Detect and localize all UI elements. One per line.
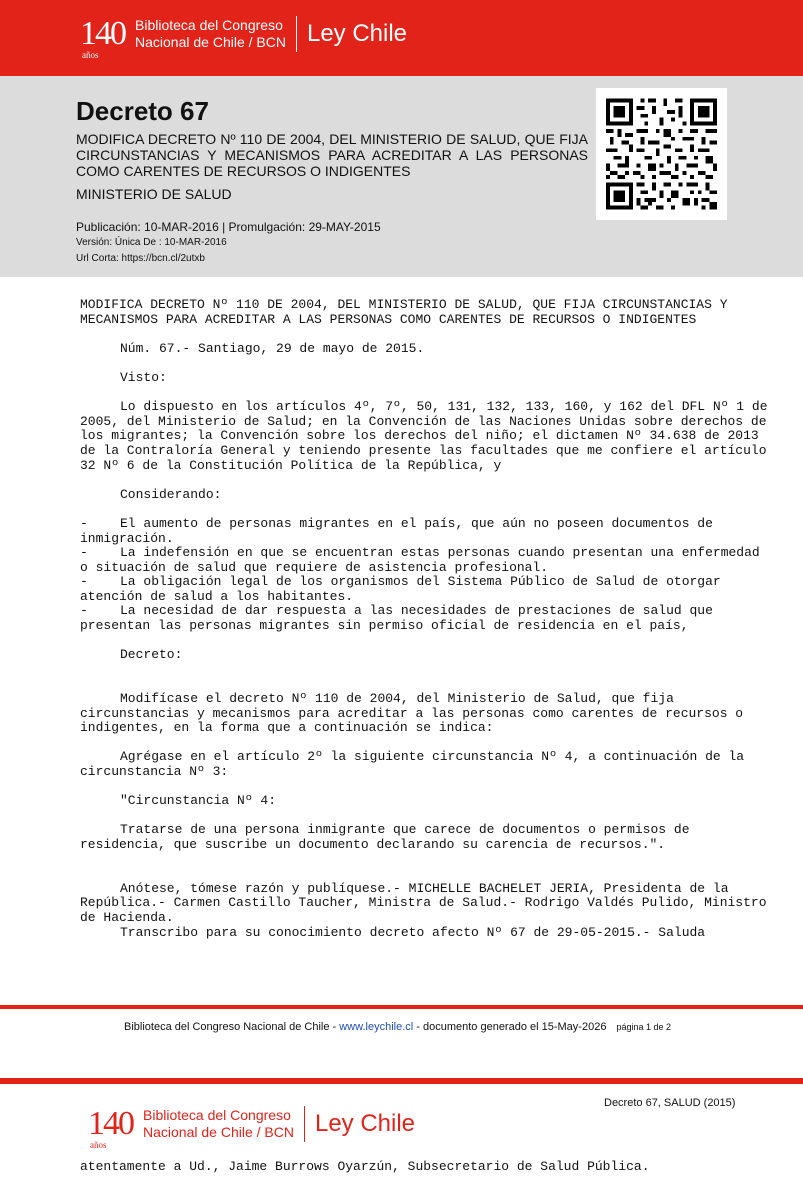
list-item <box>80 546 770 575</box>
anniversary-number: 140 <box>88 1105 133 1142</box>
page-number: página 1 de 2 <box>616 1022 671 1032</box>
logo-divider <box>296 16 297 52</box>
page-title: Decreto 67 <box>76 96 209 126</box>
bcn-logo[interactable] <box>80 15 408 60</box>
list-item <box>80 575 770 604</box>
bullet-text: La indefensión en que se encuentran estas personas cuando presentan una enfermedad o situación de salud que requiere de asistencia profesional. <box>80 545 760 575</box>
qr-code-icon <box>606 98 717 210</box>
bcn-logo-page2[interactable] <box>88 1105 416 1150</box>
considerando-heading: Considerando: <box>120 486 222 502</box>
publication-dates: Publicación: 10-MAR-2016 | Promulgación: 29-MAY-2015 <box>76 220 381 234</box>
bullet-dash: - <box>80 574 88 590</box>
visto-heading: Visto: <box>120 369 167 385</box>
library-name-line1: Biblioteca del Congreso <box>143 1107 291 1123</box>
library-name-line2: Nacional de Chile / BCN <box>143 1124 294 1140</box>
anniversary-suffix: años <box>82 50 99 60</box>
library-name-line1: Biblioteca del Congreso <box>135 17 283 33</box>
decree-number-date: Núm. 67.- Santiago, 29 de mayo de 2015. <box>120 340 425 356</box>
short-url[interactable]: Url Corta: https://bcn.cl/2utxb <box>76 253 205 264</box>
anniversary-number: 140 <box>80 15 125 52</box>
footer-suffix: - documento generado el 15-May-2026 <box>413 1021 607 1033</box>
bullet-dash: - <box>80 515 88 531</box>
footer-link[interactable]: www.leychile.cl <box>339 1021 414 1033</box>
page-break-bar <box>0 1078 803 1084</box>
considerando-list <box>80 517 770 634</box>
transcribo-paragraph: Transcribo para su conocimiento decreto afecto Nº 67 de 29-05-2015.- Saluda <box>120 924 706 940</box>
ministry-name: MINISTERIO DE SALUD <box>76 186 232 202</box>
visto-paragraph: Lo dispuesto en los artículos 4º, 7º, 50, 131, 132, 133, 160, y 162 del DFL Nº 1 de 2005, del Ministerio de Salud; en la Convención de las Naciones Unidas sobre derechos de los migrantes; la Convención sobre los derechos del niño; el dictamen Nº 34.638 de 2013 de la Contraloría General y teniendo presente las facultades que me confiere el artículo 32 Nº 6 de la Constitución Política de la República, y <box>80 399 768 473</box>
anniversary-badge <box>88 1105 133 1150</box>
library-name <box>135 17 286 51</box>
library-name-line2: Nacional de Chile / BCN <box>135 34 286 50</box>
version-info: Versión: Única De : 10-MAR-2016 <box>76 237 227 248</box>
anniversary-suffix: años <box>90 1140 107 1150</box>
decree-subtitle: MODIFICA DECRETO Nº 110 DE 2004, DEL MINISTERIO DE SALUD, QUE FIJA CIRCUNSTANCIAS Y MECANISMOS PARA ACREDITAR A LAS PERSONAS COMO CARENTES DE RECURSOS O INDIGENTES <box>76 131 588 179</box>
bullet-text: El aumento de personas migrantes en el país, que aún no poseen documentos de inmigración. <box>80 515 713 546</box>
product-name: Ley Chile <box>306 20 408 47</box>
bullet-text: La necesidad de dar respuesta a las necesidades de prestaciones de salud que presentan las personas migrantes sin permiso oficial de residencia en el país, <box>80 603 713 634</box>
signature-paragraph: Anótese, tómese razón y publíquese.- MICHELLE BACHELET JERIA, Presidenta de la República.- Carmen Castillo Taucher, Ministra de Salud.- Rodrigo Valdés Pulido, Ministro de Hacienda. <box>80 880 767 925</box>
bullet-dash: - <box>80 545 88 561</box>
decree-heading: MODIFICA DECRETO Nº 110 DE 2004, DEL MINISTERIO DE SALUD, QUE FIJA CIRCUNSTANCIAS Y MECANISMOS PARA ACREDITAR A LAS PERSONAS COMO CARENTES DE RECURSOS O INDIGENTES <box>80 297 728 327</box>
footer-divider <box>0 1005 803 1009</box>
anniversary-badge <box>80 15 125 60</box>
library-name <box>143 1107 294 1141</box>
page2-text: atentamente a Ud., Jaime Burrows Oyarzún, Subsecretario de Salud Pública. <box>80 1159 650 1174</box>
decreto-heading: Decreto: <box>120 647 183 663</box>
agregase-paragraph: Agrégase en el artículo 2º la siguiente circunstancia Nº 4, a continuación de la circunstancia Nº 3: <box>80 749 745 779</box>
list-item <box>80 517 770 546</box>
circunstancia-title: "Circunstancia Nº 4: <box>120 793 277 809</box>
page-footer <box>124 1021 671 1033</box>
logo-divider <box>304 1106 305 1142</box>
circunstancia-paragraph: Tratarse de una persona inmigrante que carece de documentos o permisos de residencia, que suscribe un documento declarando su carencia de recursos.". <box>80 822 690 852</box>
qr-code <box>596 88 727 220</box>
document-body <box>80 298 770 940</box>
running-header: Decreto 67, SALUD (2015) <box>604 1097 736 1109</box>
header-bar <box>0 0 803 76</box>
bullet-dash: - <box>80 603 88 619</box>
modificase-paragraph: Modifícase el decreto Nº 110 de 2004, del Ministerio de Salud, que fija circunstancias y mecanismos para acreditar a las personas como carentes de recursos o indigentes, en la forma que a continuación se indica: <box>80 691 744 736</box>
footer-prefix: Biblioteca del Congreso Nacional de Chile - <box>124 1021 340 1033</box>
list-item <box>80 604 770 633</box>
bullet-text: La obligación legal de los organismos del Sistema Público de Salud de otorgar atención de salud a los habitantes. <box>80 574 721 604</box>
product-name: Ley Chile <box>314 1110 416 1137</box>
